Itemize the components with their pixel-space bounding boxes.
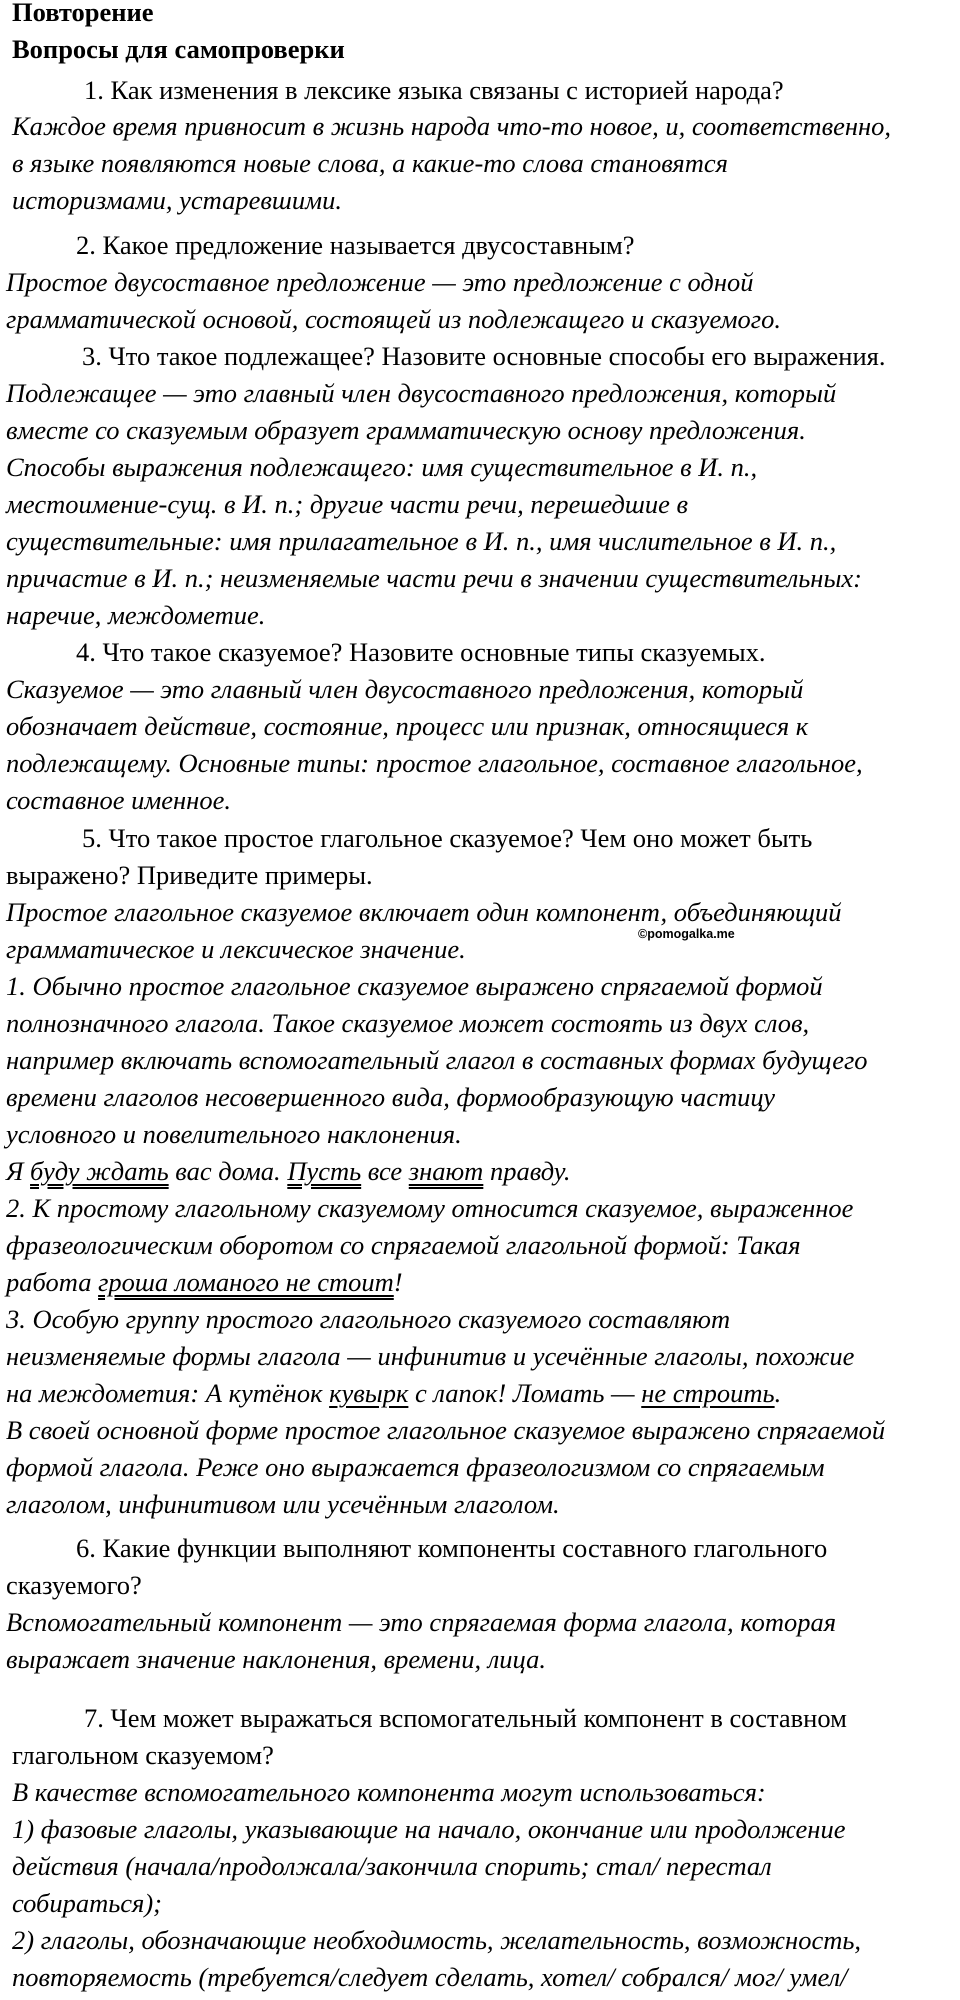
answer-line: историзмами, устаревшими. xyxy=(12,185,342,215)
underlined-predicate: буду ждать xyxy=(30,1156,169,1186)
answer-line: Сказуемое — это главный член двусоставного предложения, который xyxy=(6,674,804,704)
question-2: 2. Какое предложение называется двусоставным? xyxy=(76,230,635,260)
answer-line: формой глагола. Реже оно выражается фразеологизмом со спрягаемым xyxy=(6,1452,825,1482)
answer-line: глаголом, инфинитивом или усечённым глаголом. xyxy=(6,1489,560,1519)
answer-line: Простое двусоставное предложение — это предложение с одной xyxy=(6,267,754,297)
answer-line: Подлежащее — это главный член двусоставного предложения, который xyxy=(6,378,837,408)
example-text: вас дома. xyxy=(168,1156,288,1186)
answer-line: условного и повелительного наклонения. xyxy=(6,1119,462,1149)
answer-line: 3. Особую группу простого глагольного сказуемого составляют xyxy=(6,1304,731,1334)
question-6-cont: сказуемого? xyxy=(6,1570,142,1600)
answer-line: Вспомогательный компонент — это спрягаемая форма глагола, которая xyxy=(6,1607,837,1637)
example-text: работа xyxy=(6,1267,99,1297)
answer-line: 2. К простому глагольному сказуемому относится сказуемое, выраженное xyxy=(6,1193,854,1223)
page-title: Повторение xyxy=(12,0,154,27)
question-7: 7. Чем может выражаться вспомогательный компонент в составном xyxy=(84,1703,847,1733)
question-1: 1. Как изменения в лексике языка связаны с историей народа? xyxy=(84,75,784,105)
example-text: с лапок! Ломать — xyxy=(408,1378,642,1408)
underlined-predicate: знают xyxy=(408,1156,484,1186)
answer-line: 1) фазовые глаголы, указывающие на начало, окончание или продолжение xyxy=(12,1814,846,1844)
example-text: на междометия: А кутёнок xyxy=(6,1378,330,1408)
answer-line: подлежащему. Основные типы: простое глагольное, составное глагольное, xyxy=(6,748,863,778)
answer-line: собираться); xyxy=(12,1888,163,1918)
answer-line: действия (начала/продолжала/закончила спорить; стал/ перестал xyxy=(12,1851,772,1881)
answer-line: времени глаголов несовершенного вида, формообразующую частицу xyxy=(6,1082,776,1112)
question-3: 3. Что такое подлежащее? Назовите основные способы его выражения. xyxy=(82,341,886,371)
answer-line: вместе со сказуемым образует грамматическую основу предложения. xyxy=(6,415,806,445)
answer-line: В качестве вспомогательного компонента могут использоваться: xyxy=(12,1777,766,1807)
example-text: ! xyxy=(393,1267,403,1297)
question-5: 5. Что такое простое глагольное сказуемое? Чем оно может быть xyxy=(82,823,813,853)
underlined-predicate: Пусть xyxy=(287,1156,362,1186)
question-7-cont: глагольном сказуемом? xyxy=(12,1740,274,1770)
example-text: . xyxy=(774,1378,782,1408)
answer-line: полнозначного глагола. Такое сказуемое может состоять из двух слов, xyxy=(6,1008,810,1038)
answer-line: например включать вспомогательный глагол в составных формах будущего xyxy=(6,1045,868,1075)
answer-line: грамматическое и лексическое значение. xyxy=(6,934,466,964)
example-text: правду. xyxy=(483,1156,571,1186)
answer-line: Способы выражения подлежащего: имя существительное в И. п., xyxy=(6,452,758,482)
answer-line: составное именное. xyxy=(6,785,231,815)
question-6: 6. Какие функции выполняют компоненты составного глагольного xyxy=(76,1533,828,1563)
answer-line: выражает значение наклонения, времени, лица. xyxy=(6,1644,547,1674)
underlined-predicate: гроша ломаного не стоит xyxy=(98,1267,394,1297)
answer-line: Каждое время привносит в жизнь народа что-то новое, и, соответственно, xyxy=(12,111,892,141)
answer-line: обозначает действие, состояние, процесс или признак, относящиеся к xyxy=(6,711,809,741)
underlined-predicate: не строить xyxy=(641,1378,775,1408)
answer-line: местоимение-сущ. в И. п.; другие части речи, перешедшие в xyxy=(6,489,689,519)
answer-line: неизменяемые формы глагола — инфинитив и усечённые глаголы, похожие xyxy=(6,1341,855,1371)
answer-line: повторяемость (требуется/следует сделать, хотел/ собрался/ мог/ умел/ xyxy=(12,1962,848,1992)
section-subtitle: Вопросы для самопроверки xyxy=(12,34,345,64)
answer-line: Простое глагольное сказуемое включает один компонент, объединяющий xyxy=(6,897,842,927)
example-line xyxy=(6,1153,570,1190)
question-4: 4. Что такое сказуемое? Назовите основные типы сказуемых. xyxy=(76,637,766,667)
answer-line: грамматической основой, состоящей из подлежащего и сказуемого. xyxy=(6,304,782,334)
answer-line: 1. Обычно простое глагольное сказуемое выражено спрягаемой формой xyxy=(6,971,823,1001)
question-5-cont: выражено? Приведите примеры. xyxy=(6,860,373,890)
example-text: все xyxy=(361,1156,409,1186)
answer-line: существительные: имя прилагательное в И. п., имя числительное в И. п., xyxy=(6,526,837,556)
answer-line: фразеологическим оборотом со спрягаемой глагольной формой: Такая xyxy=(6,1230,801,1260)
answer-line: 2) глаголы, обозначающие необходимость, желательность, возможность, xyxy=(12,1925,862,1955)
answer-line: наречие, междометие. xyxy=(6,600,266,630)
underlined-predicate: кувырк xyxy=(329,1378,409,1408)
example-line xyxy=(6,1375,781,1412)
example-text: Я xyxy=(6,1156,31,1186)
example-line xyxy=(6,1264,403,1301)
watermark: ©pomogalka.me xyxy=(638,927,735,941)
answer-line: причастие в И. п.; неизменяемые части речи в значении существительных: xyxy=(6,563,862,593)
answer-line: в языке появляются новые слова, а какие-то слова становятся xyxy=(12,148,728,178)
answer-line: В своей основной форме простое глагольное сказуемое выражено спрягаемой xyxy=(6,1415,886,1445)
